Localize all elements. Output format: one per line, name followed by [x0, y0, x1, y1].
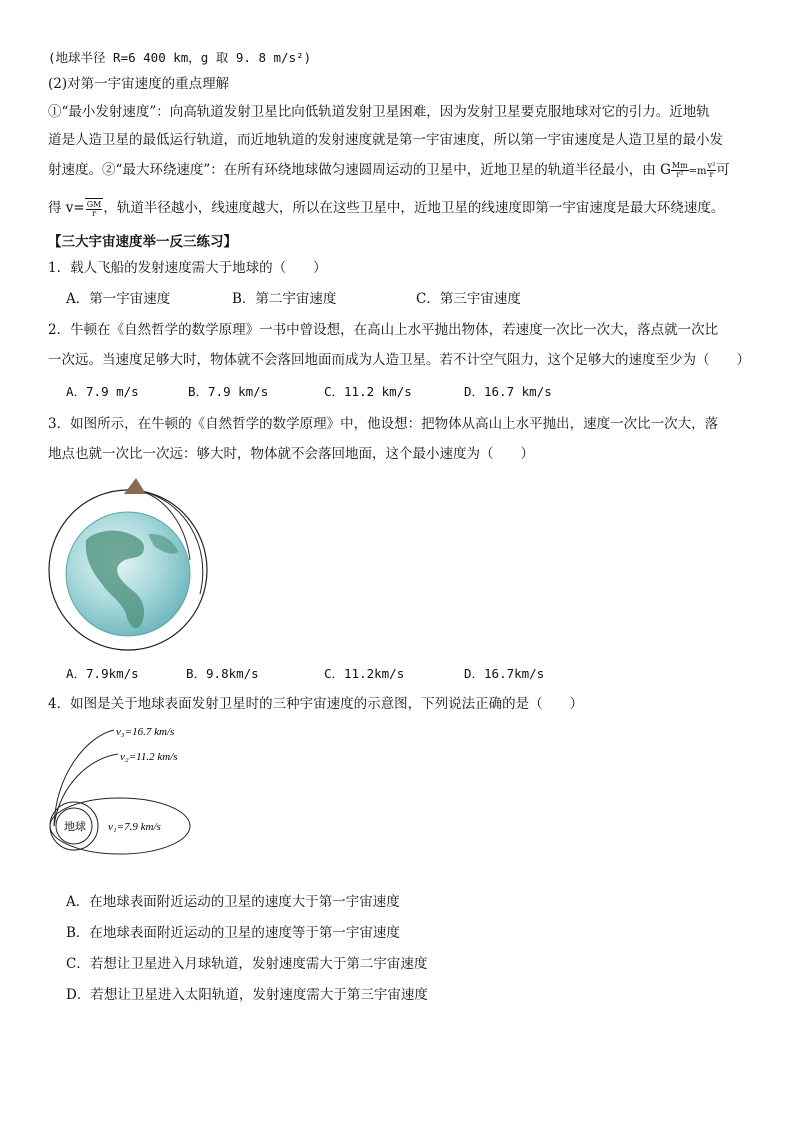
- fraction-v2-r: $\frac{\text{v²}}{r}$: [707, 161, 716, 179]
- cosmic-velocity-figure: [44, 722, 204, 858]
- question-3-option-c[interactable]: C．11.2km/s: [324, 666, 405, 681]
- v1-label: v₁=7.9 km/s: [108, 821, 161, 833]
- question-2-option-b[interactable]: B．7.9 km/s: [188, 384, 269, 399]
- v2-label: v₂=11.2 km/s: [120, 751, 178, 763]
- paragraph-line: ①“最小发射速度”：向高轨道发射卫星比向低轨道发射卫星困难，因为发射卫星要克服地球对它的引力。近地轨: [48, 104, 710, 120]
- question-2-option-c[interactable]: C．11.2 km/s: [324, 384, 412, 399]
- question-3-option-d[interactable]: D．16.7km/s: [464, 666, 545, 681]
- sqrt-gm-over-r: $\frac{GM}{r}$: [86, 200, 102, 218]
- question-3-option-b[interactable]: B．9.8km/s: [186, 666, 259, 681]
- question-4-option-a[interactable]: A．在地球表面附近运动的卫星的速度大于第一宇宙速度: [66, 894, 400, 910]
- paragraph-text: 射速度。②“最大环绕速度”：在所有环绕地球做匀速圆周运动的卫星中，近地卫星的轨道半径最小，由 G: [48, 162, 671, 178]
- earth-label: 地球: [64, 821, 86, 833]
- question-4-option-d[interactable]: D．若想让卫星进入太阳轨道，发射速度需大于第三宇宙速度: [66, 987, 428, 1003]
- question-1-option-c[interactable]: C．第三宇宙速度: [416, 291, 521, 307]
- question-2-option-d[interactable]: D．16.7 km/s: [464, 384, 552, 399]
- mountain-shape: [124, 478, 146, 494]
- question-3-option-a[interactable]: A．7.9km/s: [66, 666, 139, 681]
- question-1-stem: 1．载人飞船的发射速度需大于地球的（ ）: [48, 260, 327, 276]
- question-3-stem: 3．如图所示，在牛顿的《自然哲学的数学原理》中，他设想：把物体从高山上水平抛出，速度一次比一次大，落: [48, 416, 719, 432]
- question-2-stem: 一次远。当速度足够大时，物体就不会落回地面而成为人造卫星。若不计空气阻力，这个足够大的速度至少为（ ）: [48, 352, 750, 368]
- paragraph-line: 道是人造卫星的最低运行轨道，而近地轨道的发射速度就是第一宇宙速度，所以第一宇宙速度是人造卫星的最小发: [48, 132, 723, 148]
- section2-title: (2)对第一宇宙速度的重点理解: [48, 76, 230, 92]
- question-1-option-b[interactable]: B．第二宇宙速度: [232, 291, 337, 307]
- fraction-mm-r2: $\frac{Mm}{\text{r²}}$: [671, 161, 688, 179]
- question-3-stem: 地点也就一次比一次远：够大时，物体就不会落回地面，这个最小速度为（ ）: [48, 446, 534, 462]
- v3-label: v₃=16.7 km/s: [116, 726, 175, 738]
- question-4-option-b[interactable]: B．在地球表面附近运动的卫星的速度等于第一宇宙速度: [66, 925, 400, 941]
- question-4-stem: 4．如图是关于地球表面发射卫星时的三种宇宙速度的示意图，下列说法正确的是（ ）: [48, 696, 584, 712]
- question-4-option-c[interactable]: C．若想让卫星进入月球轨道，发射速度需大于第二宇宙速度: [66, 956, 428, 972]
- practice-heading: 【三大宇宙速度举一反三练习】: [48, 234, 237, 250]
- paragraph-line: 得 v= $\frac{GM}{r}$ ，轨道半径越小，线速度越大，所以在这些卫星中，近地卫星的线速度即第一宇宙速度是最大环绕速度。: [48, 200, 725, 218]
- question-2-option-a[interactable]: A．7.9 m/s: [66, 384, 139, 399]
- paragraph-line: 射速度。②“最大环绕速度”：在所有环绕地球做匀速圆周运动的卫星中，近地卫星的轨道半径最小，由 G $\frac{Mm}{\text{r²}}$ =m $\frac{\text{v²}}{r}$ 可: [48, 161, 730, 179]
- newton-cannon-figure: [44, 474, 216, 654]
- earth-radius-note: (地球半径 R=6 400 km，g 取 9. 8 m/s²): [48, 50, 312, 65]
- question-2-stem: 2．牛顿在《自然哲学的数学原理》一书中曾设想，在高山上水平抛出物体，若速度一次比一次大，落点就一次比: [48, 322, 719, 338]
- question-1-option-a[interactable]: A．第一宇宙速度: [66, 291, 171, 307]
